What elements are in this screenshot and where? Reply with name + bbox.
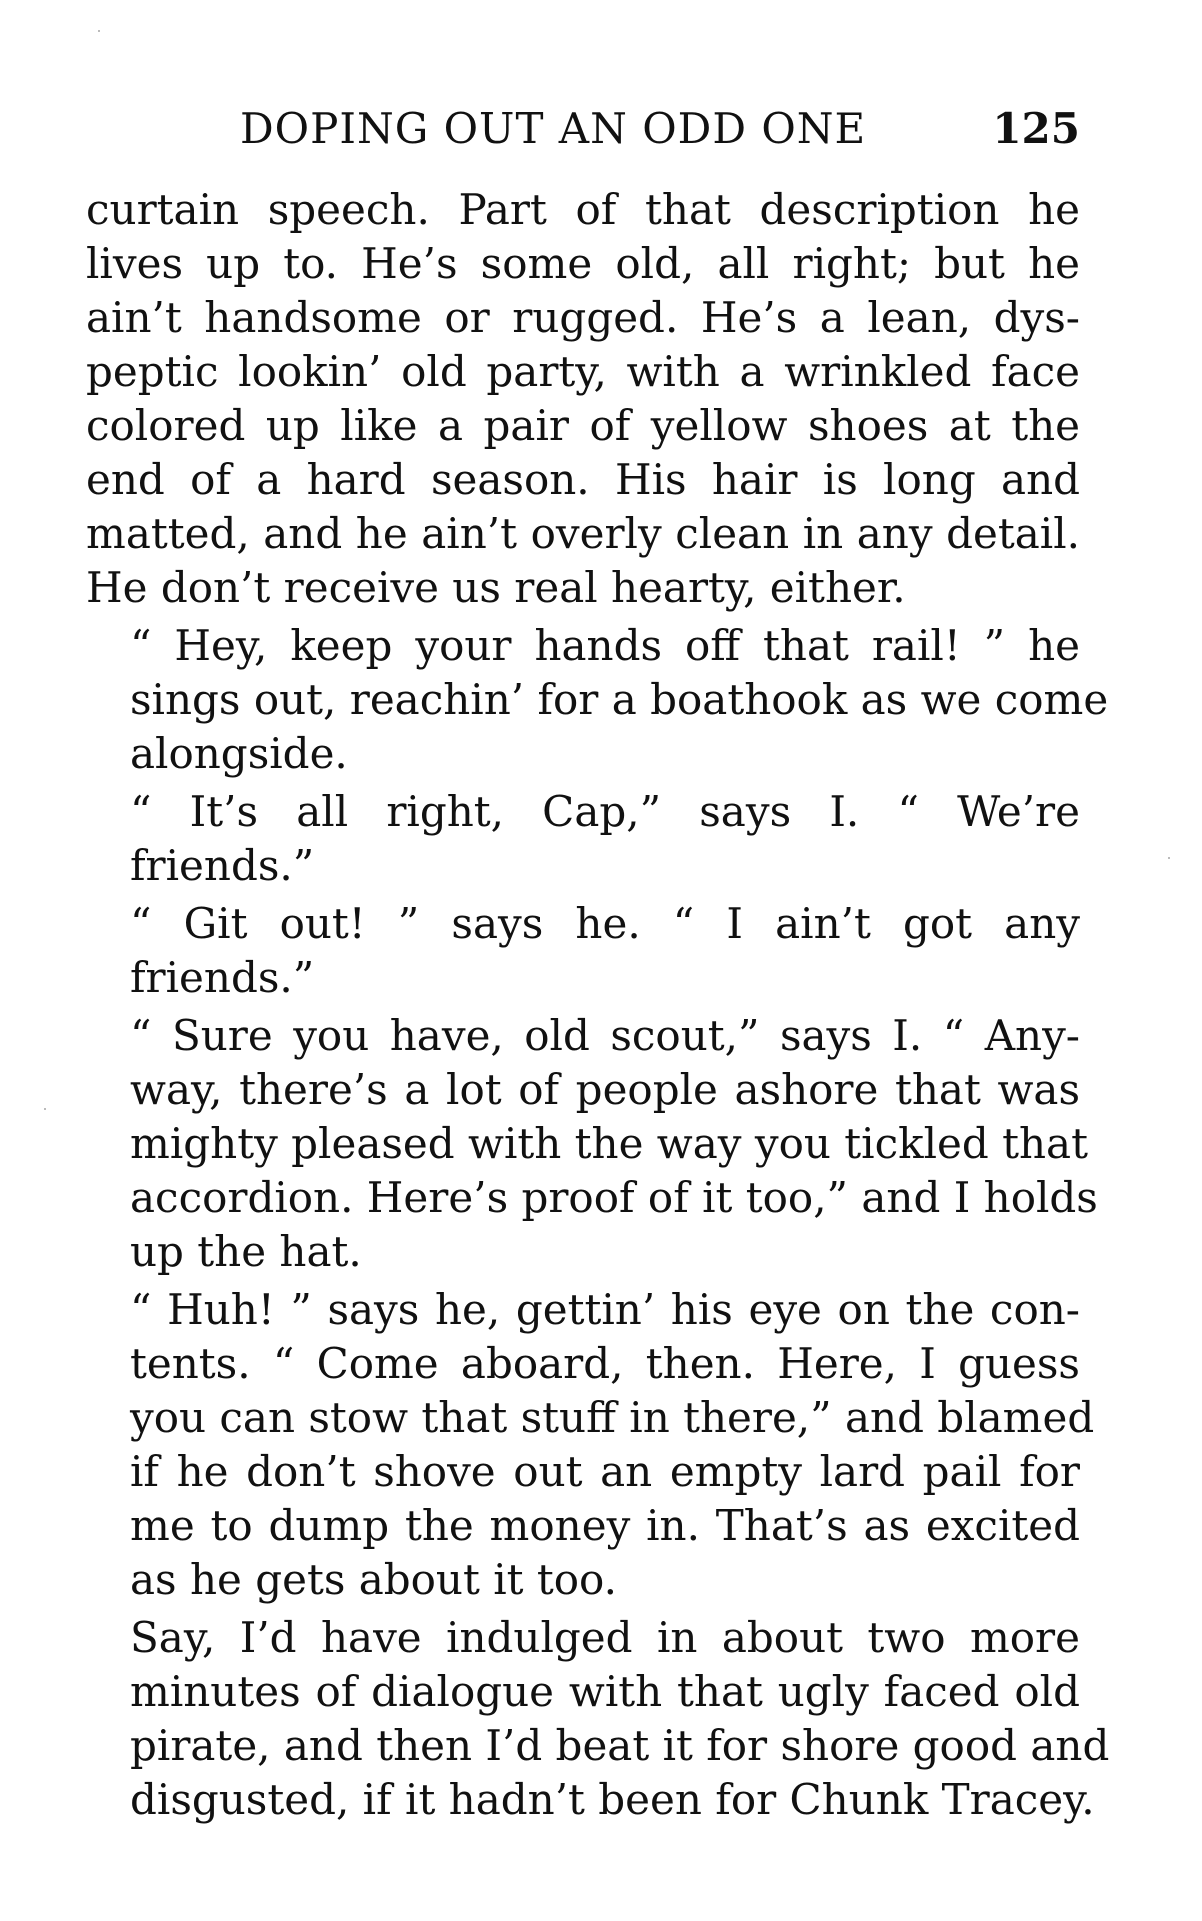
paragraph: [86, 1611, 1110, 1827]
paragraph: [86, 619, 1109, 781]
text-line: if he don’t shove out an empty lard pail for: [130, 1447, 1080, 1496]
paragraph: [86, 785, 1080, 893]
page-number: 125: [992, 104, 1080, 153]
text-line: “ Sure you have, old scout,” says I. “ Any-: [130, 1011, 1080, 1060]
text-line: alongside.: [130, 729, 348, 778]
text-line: ain’t handsome or rugged. He’s a lean, dys-: [86, 293, 1080, 342]
text-line: me to dump the money in. That’s as excited: [130, 1501, 1080, 1550]
text-line: “ Git out! ” says he. “ I ain’t got any: [130, 899, 1080, 948]
text-line: matted, and he ain’t overly clean in any detail.: [86, 509, 1080, 558]
paper-speck: [1168, 857, 1170, 859]
paragraph: [86, 1283, 1095, 1607]
text-line: peptic lookin’ old party, with a wrinkled face: [86, 347, 1080, 396]
text-line: disgusted, if it hadn’t been for Chunk Tracey.: [130, 1775, 1095, 1824]
text-line: sings out, reachin’ for a boathook as we come: [130, 675, 1109, 724]
text-line: friends.”: [130, 953, 315, 1002]
text-line: tents. “ Come aboard, then. Here, I guess: [130, 1339, 1080, 1388]
text-line: colored up like a pair of yellow shoes at the: [86, 401, 1080, 450]
text-line: minutes of dialogue with that ugly faced old: [130, 1667, 1080, 1716]
text-line: mighty pleased with the way you tickled that: [130, 1119, 1088, 1168]
paragraph: [86, 183, 1080, 615]
text-line: He don’t receive us real hearty, either.: [86, 563, 906, 612]
text-line: “ Huh! ” says he, gettin’ his eye on the con-: [130, 1285, 1080, 1334]
text-line: “ Hey, keep your hands off that rail! ” he: [130, 621, 1080, 670]
text-line: up the hat.: [130, 1227, 362, 1276]
text-line: Say, I’d have indulged in about two more: [130, 1613, 1080, 1662]
text-line: end of a hard season. His hair is long and: [86, 455, 1080, 504]
text-line: lives up to. He’s some old, all right; but he: [86, 239, 1080, 288]
text-line: accordion. Here’s proof of it too,” and I holds: [130, 1173, 1098, 1222]
paper-speck: [44, 1108, 46, 1110]
text-line: as he gets about it too.: [130, 1555, 617, 1604]
text-line: pirate, and then I’d beat it for shore good and: [130, 1721, 1110, 1770]
text-line: “ It’s all right, Cap,” says I. “ We’re: [130, 787, 1080, 836]
text-line: way, there’s a lot of people ashore that was: [130, 1065, 1080, 1114]
text-line: you can stow that stuff in there,” and blamed: [130, 1393, 1095, 1442]
body-text: [86, 183, 1110, 1831]
paragraph: [86, 1009, 1098, 1279]
paragraph: [86, 897, 1080, 1005]
text-line: curtain speech. Part of that description he: [86, 185, 1080, 234]
text-line: friends.”: [130, 841, 315, 890]
running-title: DOPING OUT AN ODD ONE: [240, 104, 867, 153]
running-head: [86, 104, 1080, 164]
paper-speck: [98, 30, 100, 32]
